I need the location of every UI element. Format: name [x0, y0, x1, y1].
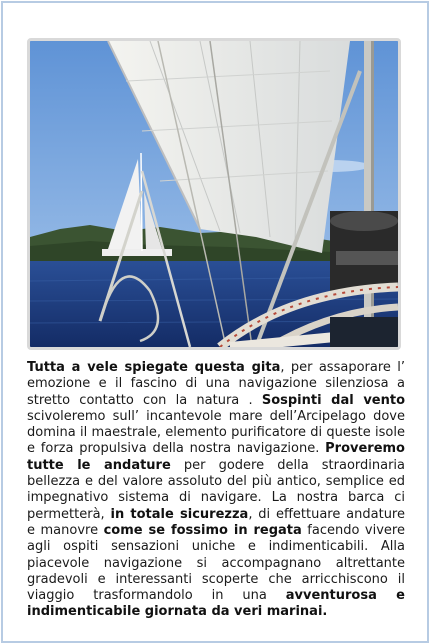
article-text-run: facendo vivere agli ospiti sensazioni uniche e indimenticabili. Alla piacevole navigazione si accompagnano altrettante gradevoli e interessanti scoperte che arricchiscono il viaggio trasformandolo in una	[27, 522, 405, 604]
article-text-run: per godere della straordinaria bellezza e del valore assoluto del più antico, semplice ed impegnativo sistema di navigare. La nostra barca ci permetterà,	[27, 457, 406, 522]
article-highlight: Proveremo tutte le andature	[27, 441, 405, 473]
article-highlight: Sospinti dal vento	[261, 392, 406, 408]
article-text	[27, 360, 405, 621]
sailing-photo	[27, 38, 401, 350]
winch	[330, 211, 398, 291]
sailboat-picture	[30, 41, 398, 347]
article-text-run: scivoleremo sull’ incantevole mare dell’Arcipelago dove domina il maestrale, elemento purificatore di queste isole e forza propulsiva della nostra navigazione.	[27, 408, 405, 457]
article-highlight: come se fossimo in regata	[103, 522, 302, 538]
article-text-run: , di effettuare andature e manovre	[27, 506, 405, 538]
article-highlight: in totale sicurezza	[110, 506, 249, 522]
article-highlight: avventurosa e indimenticabile giornata da veri marinai	[27, 588, 405, 620]
article-highlight: Tutta a vele spiegate questa gita	[27, 360, 281, 375]
article-highlight: .	[322, 604, 328, 620]
article-text-run: , per assaporare l’ emozione e il fascino di una navigazione silenziosa a stretto contatto con la natura .	[27, 360, 406, 408]
